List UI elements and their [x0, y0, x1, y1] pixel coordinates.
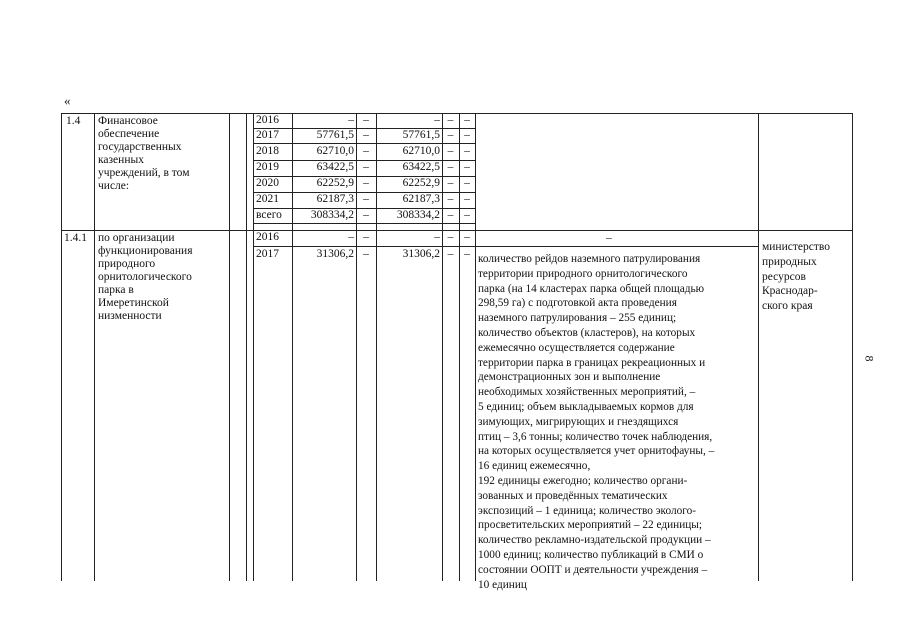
cell-year: 2016: [256, 231, 279, 243]
cell-c5: –: [464, 209, 470, 221]
cell-c5: –: [464, 129, 470, 141]
cell-c4: –: [447, 129, 454, 141]
cell-c2: –: [363, 114, 369, 126]
cell-total: 57761,5: [316, 129, 354, 141]
cell-c3: –: [434, 231, 440, 243]
cell-c5: –: [464, 161, 470, 173]
cell-c2: –: [363, 193, 369, 205]
row-1-4-number: 1.4: [66, 115, 81, 127]
cell-c4: –: [447, 114, 454, 126]
cell-total: –: [348, 231, 354, 243]
cell-year: всего: [256, 209, 282, 221]
cell-total: 62710,0: [316, 145, 354, 157]
cell-year: 2017: [256, 248, 279, 260]
cell-c4: –: [447, 193, 454, 205]
cell-total: –: [348, 114, 354, 126]
cell-c4: –: [447, 145, 454, 157]
cell-c3: 63422,5: [402, 161, 440, 173]
page-number: 8: [862, 355, 877, 362]
cell-c3: 308334,2: [396, 209, 440, 221]
cell-c5: –: [464, 248, 470, 260]
cell-c2: –: [363, 177, 369, 189]
cell-c4: –: [447, 177, 454, 189]
cell-c5: –: [464, 177, 470, 189]
cell-year: 2020: [256, 177, 279, 189]
cell-c4: –: [447, 161, 454, 173]
performance-indicators: количество рейдов наземного патрулирования территории природного орнитологического парка (на 14 кластерах парка общей площадью 298,59 га) с подготовкой акта проведения наземного патрулирования – 255 единиц; количество объектов (кластеров), на которых ежемесячно осуществляется содержание территории парка в границах рекреационных и демонстрационных зон и выполнение необходимых хозяйственных мероприятий, – 5 единиц; объем выкладываемых кормов для зимующих, мигрирующих и гнездящихся птиц – 3,6 тонны; количество точек наблюдения, на которых осуществляется учет орнитофауны, – 16 единиц ежемесячно, 192 единицы ежегодно; количество органи- зованных и проведённых тематических экспозиций – 1 единица; количество эколого- просветительских мероприятий – 22 единицы; количество рекламно-издательской продукции – 1000 единиц; количество публикаций в СМИ о состоянии ООПТ и деятельности учреждения – 10 единиц: [478, 253, 715, 591]
cell-total: 31306,2: [316, 248, 354, 260]
cell-year: 2017: [256, 129, 279, 141]
cell-total: 62252,9: [316, 177, 354, 189]
cell-c3: 62252,9: [402, 177, 440, 189]
cell-c2: –: [363, 129, 369, 141]
cell-year: 2018: [256, 145, 279, 157]
indicator-2016: –: [606, 232, 612, 244]
cell-c2: –: [363, 161, 369, 173]
cell-c3: 62710,0: [402, 145, 440, 157]
responsible-executor: министерство природных ресурсов Краснодар- ского края: [762, 241, 830, 313]
cell-c5: –: [464, 193, 470, 205]
cell-c2: –: [363, 145, 369, 157]
cell-c2: –: [363, 209, 369, 221]
row-1-4-title: Финансовое обеспечение государственных казенных учреждений, в том числе:: [98, 115, 190, 192]
cell-c3: 31306,2: [402, 248, 440, 260]
cell-c5: –: [464, 145, 470, 157]
cell-c3: 57761,5: [402, 129, 440, 141]
cell-year: 2019: [256, 161, 279, 173]
row-1-4-1-number: 1.4.1: [64, 232, 87, 244]
cell-year: 2016: [256, 114, 279, 126]
cell-total: 62187,3: [316, 193, 354, 205]
cell-c4: –: [447, 248, 454, 260]
cell-c3: 62187,3: [402, 193, 440, 205]
cell-c2: –: [363, 231, 369, 243]
row-1-4-1-title: по организации функционирования природного орнитологического парка в Имеретинской низменности: [98, 232, 193, 322]
cell-c2: –: [363, 248, 369, 260]
cell-total: 308334,2: [310, 209, 354, 221]
cell-total: 63422,5: [316, 161, 354, 173]
cell-c5: –: [464, 114, 470, 126]
cell-c4: –: [447, 231, 454, 243]
opening-quote: «: [64, 93, 71, 108]
cell-c5: –: [464, 231, 470, 243]
cell-c3: –: [434, 114, 440, 126]
cell-c4: –: [447, 209, 454, 221]
cell-year: 2021: [256, 193, 279, 205]
